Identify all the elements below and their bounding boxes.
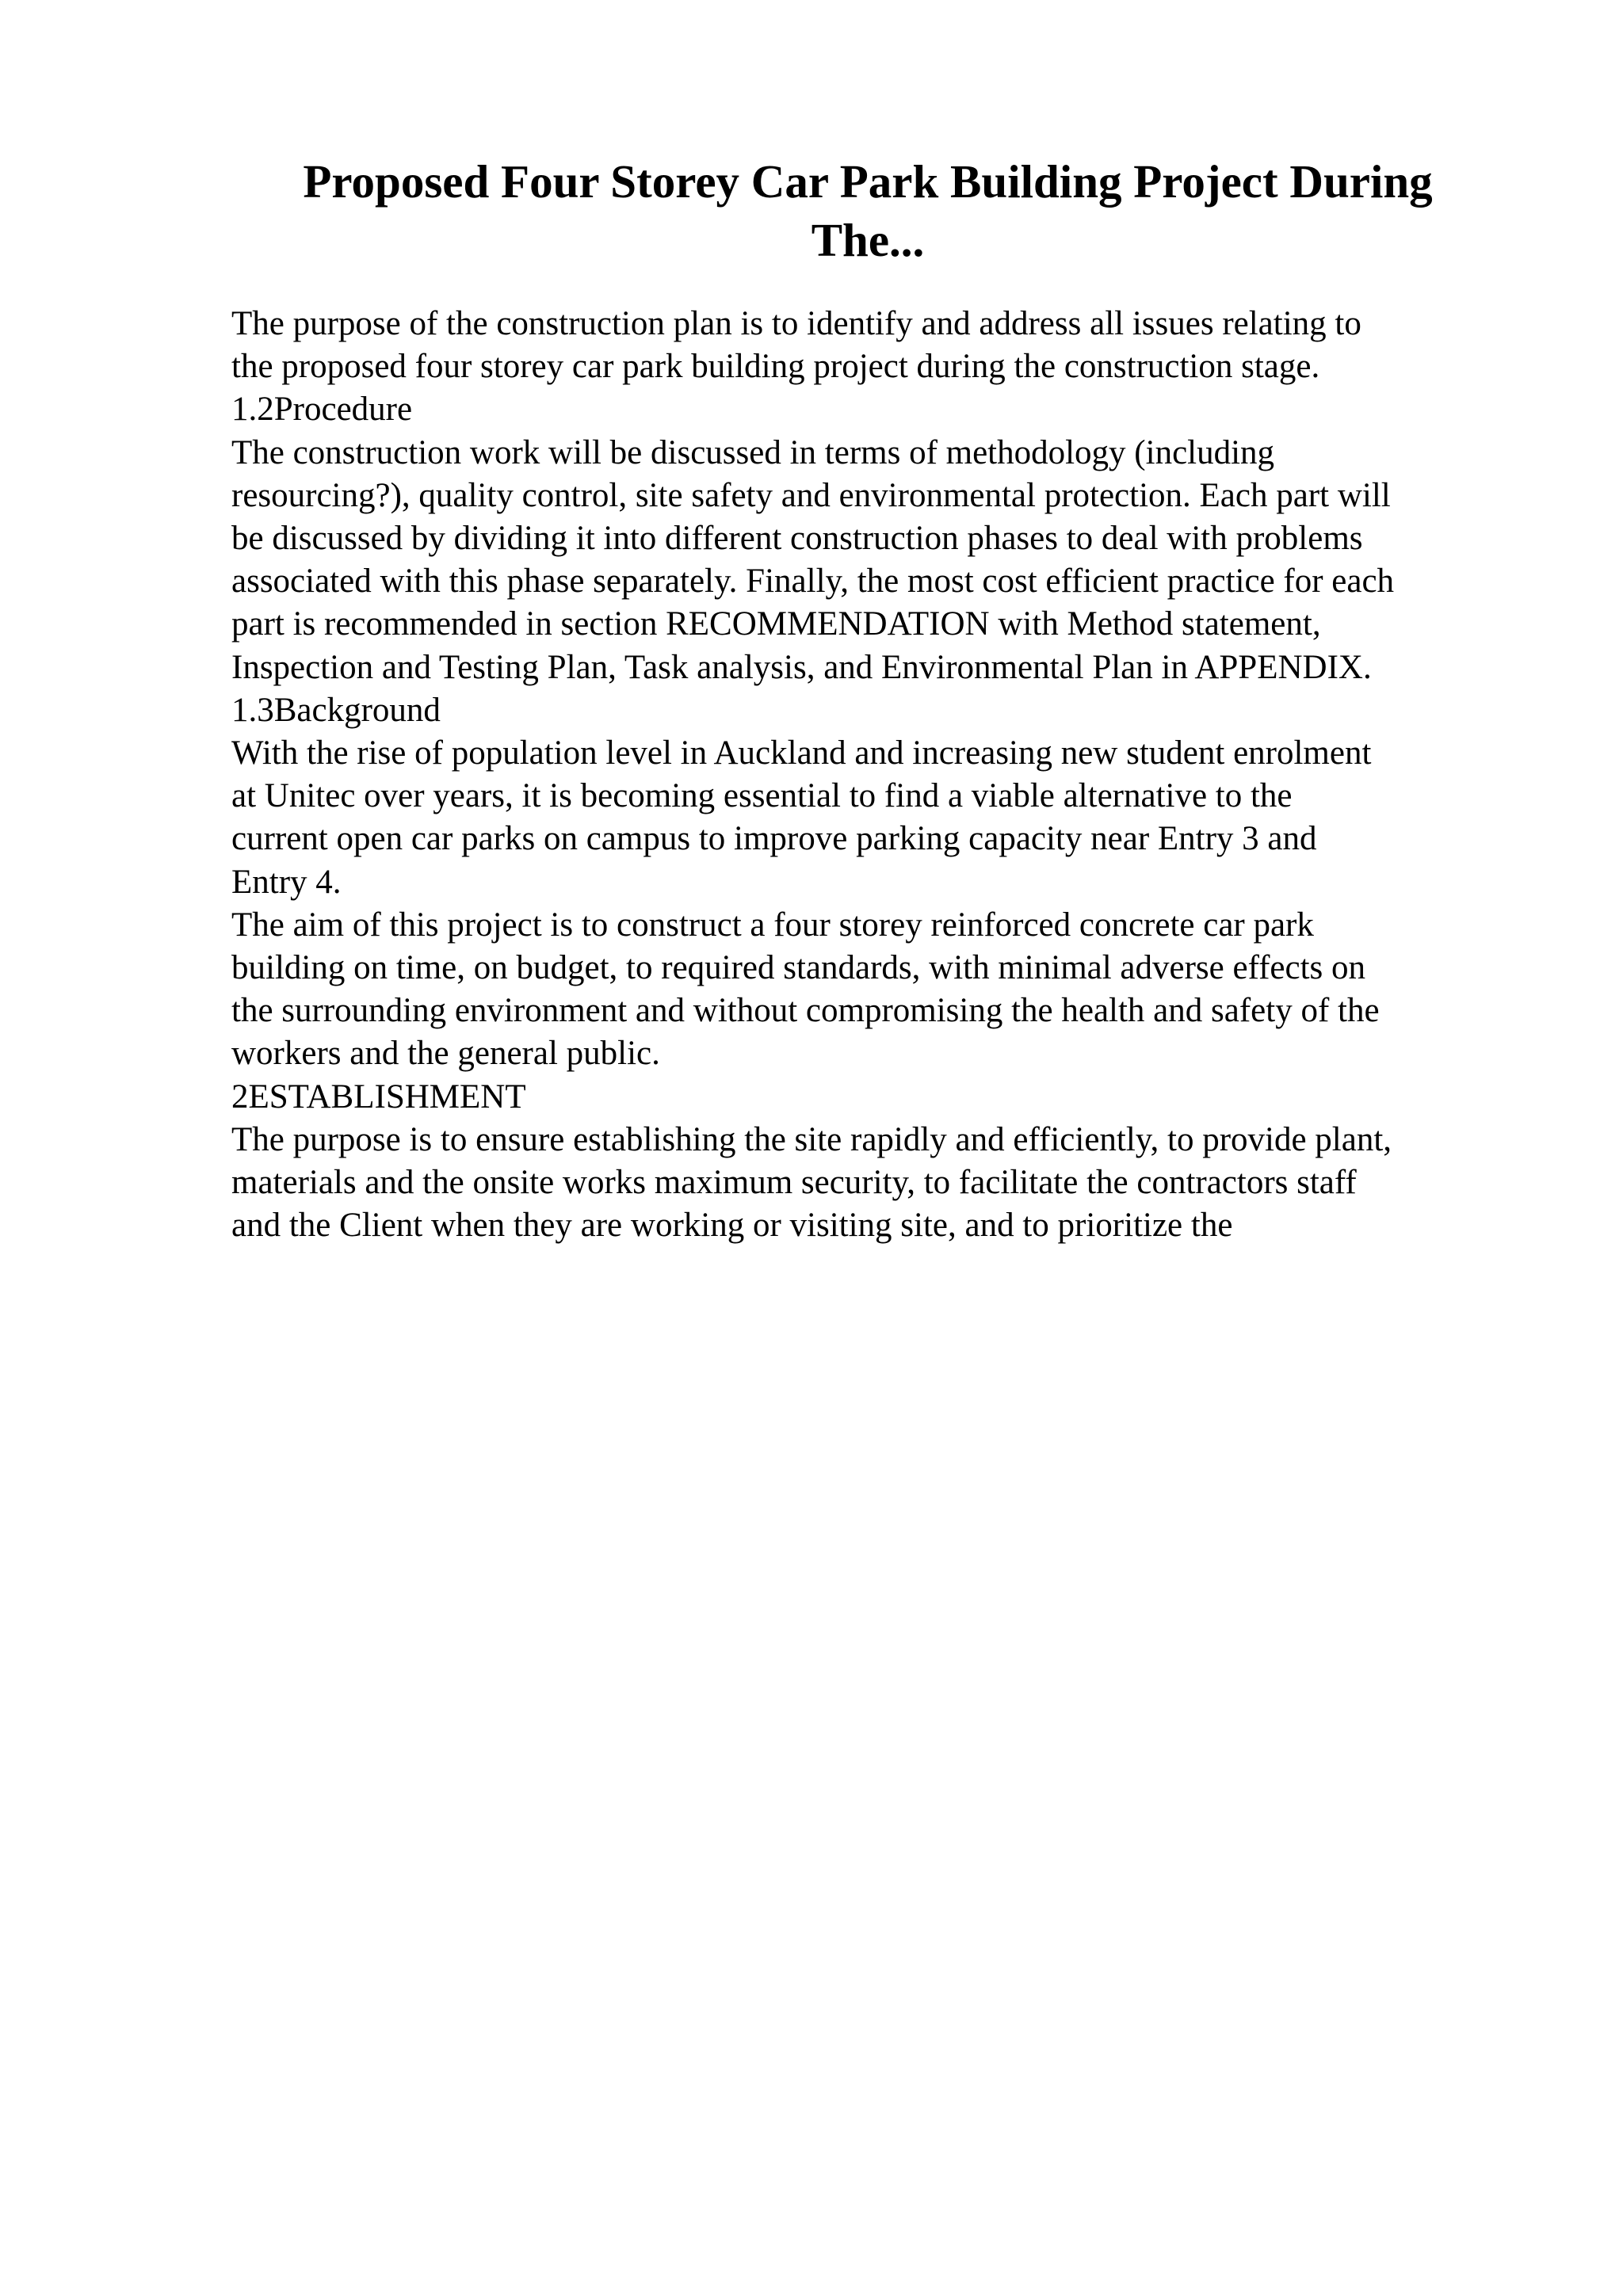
section-heading-procedure: 1.2Procedure <box>231 391 413 429</box>
body-line: With the rise of population level in Auckland and increasing new student enrolment <box>231 734 1372 772</box>
body-line: at Unitec over years, it is becoming essential to find a viable alternative to the <box>231 777 1293 815</box>
body-line: be discussed by dividing it into different construction phases to deal with problems <box>231 520 1363 558</box>
body-line: The purpose of the construction plan is to identify and address all issues relating to <box>231 305 1361 342</box>
body-line: the proposed four storey car park building project during the construction stage. <box>231 348 1320 386</box>
body-line: building on time, on budget, to required standards, with minimal adverse effects on <box>231 949 1366 987</box>
body-line: The aim of this project is to construct a four storey reinforced concrete car park <box>231 906 1314 944</box>
body-line: workers and the general public. <box>231 1035 660 1073</box>
title-line: Proposed Four Storey Car Park Building Project During <box>303 155 1433 208</box>
document-body <box>231 303 1531 1247</box>
document-title <box>230 152 1506 269</box>
body-line: Inspection and Testing Plan, Task analysis, and Environmental Plan in APPENDIX. <box>231 648 1372 686</box>
body-line: current open car parks on campus to improve parking capacity near Entry 3 and <box>231 820 1317 858</box>
body-line: and the Client when they are working or visiting site, and to prioritize the <box>231 1207 1233 1245</box>
body-line: resourcing?), quality control, site safety and environmental protection. Each part will <box>231 476 1391 514</box>
body-line: The construction work will be discussed in terms of methodology (including <box>231 433 1275 471</box>
body-line: materials and the onsite works maximum security, to facilitate the contractors staff <box>231 1164 1357 1202</box>
body-line: The purpose is to ensure establishing the site rapidly and efficiently, to provide plant, <box>231 1120 1392 1158</box>
title-line: The... <box>811 214 925 266</box>
section-heading-establishment: 2ESTABLISHMENT <box>231 1077 526 1116</box>
body-line: the surrounding environment and without compromising the health and safety of the <box>231 992 1380 1030</box>
body-line: associated with this phase separately. Finally, the most cost efficient practice for each <box>231 563 1395 601</box>
section-heading-background: 1.3Background <box>231 691 441 729</box>
body-line: part is recommended in section RECOMMENDATION with Method statement, <box>231 605 1321 643</box>
body-line: Entry 4. <box>231 863 342 901</box>
